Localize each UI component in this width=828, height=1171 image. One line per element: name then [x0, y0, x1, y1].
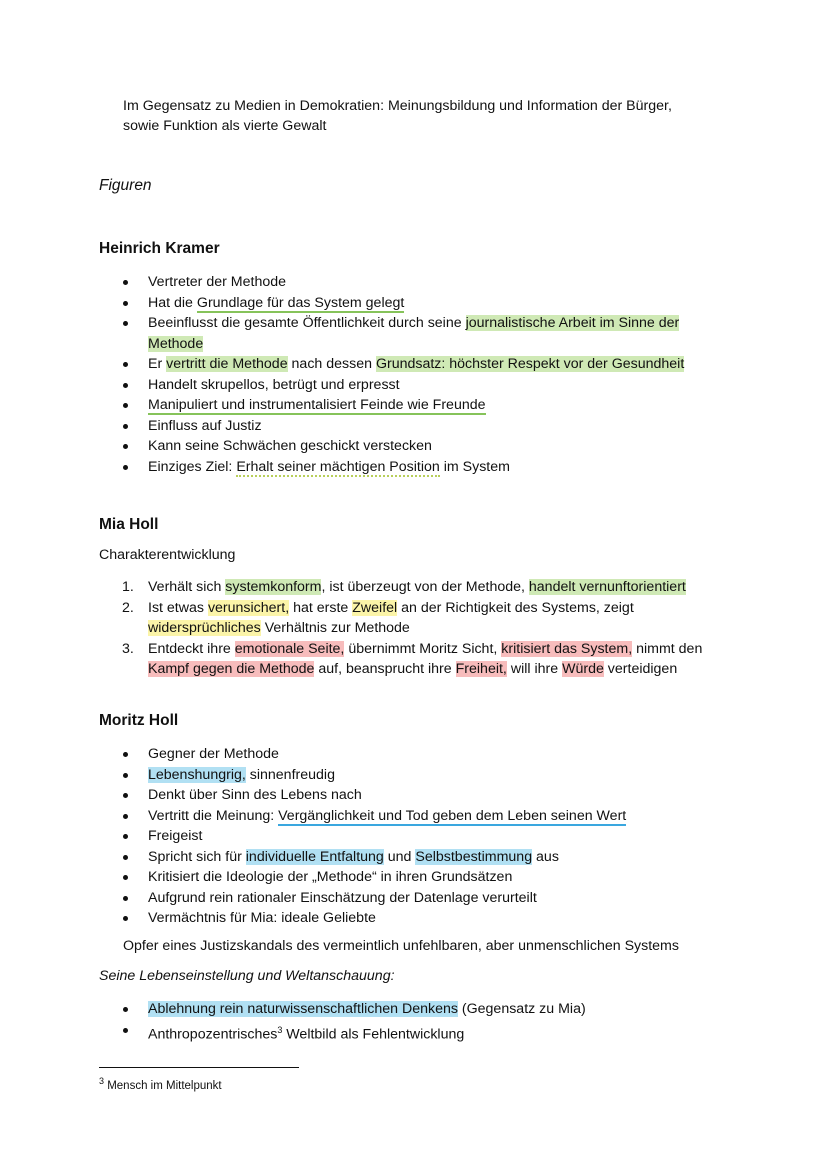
highlighted-text: verunsichert, — [207, 599, 290, 616]
bullet-icon — [123, 855, 128, 860]
list-item — [0, 744, 738, 765]
list-item — [0, 999, 738, 1020]
text: Vertreter der Methode — [148, 274, 287, 290]
mia-subheading: Charakterentwicklung — [99, 547, 236, 563]
text: Denkt über Sinn des Lebens nach — [148, 787, 362, 803]
attitude-heading: Seine Lebenseinstellung und Weltanschauung: — [99, 968, 395, 984]
list-number: 3. — [122, 640, 134, 657]
text: sinnenfreudig — [245, 766, 335, 783]
highlighted-text: Lebenshungrig, — [148, 766, 246, 783]
text: Hat die — [148, 294, 197, 311]
bullet-icon — [123, 424, 128, 429]
highlighted-text: handelt vernunftorientiert — [528, 579, 686, 595]
bullet-icon — [123, 896, 128, 901]
text: aus — [532, 848, 559, 865]
text: Weltbild als Fehlentwicklung — [282, 1026, 465, 1043]
underlined-text: Erhalt seiner mächtigen Position — [236, 458, 440, 475]
highlighted-text: individuelle Entfaltung — [245, 848, 384, 865]
list-item — [0, 395, 738, 416]
text: (Gegensatz zu Mia) — [457, 1001, 586, 1017]
text: Kritisiert die Ideologie der „Methode“ in ihren Grundsätzen — [148, 869, 513, 885]
text: Einziges Ziel: — [148, 458, 237, 475]
list-item — [0, 577, 738, 598]
underlined-text: Vergänglichkeit und Tod geben dem Leben seinen Wert — [278, 807, 627, 824]
text: Beeinflusst die gesamte Öffentlichkeit durch seine — [148, 315, 466, 331]
bullet-icon — [123, 1007, 128, 1012]
text: hat erste — [289, 599, 353, 616]
text: nach dessen — [287, 356, 376, 372]
list-item — [0, 847, 738, 868]
text: Gegner der Methode — [148, 746, 279, 762]
kramer-list — [0, 272, 738, 477]
highlighted-text: vertritt die Methode — [166, 356, 288, 372]
footnote-ref: 3 — [277, 1024, 283, 1035]
text: Anthropozentrisches — [148, 1026, 278, 1043]
bullet-icon — [123, 301, 128, 306]
moritz-list — [0, 744, 738, 929]
figuren-heading: Figuren — [99, 177, 152, 194]
list-item — [0, 826, 738, 847]
text: Verhältnis zur Methode — [260, 620, 410, 636]
highlighted-text: widersprüchliches — [148, 620, 261, 636]
footnote-text: Mensch im Mittelpunkt — [104, 1079, 222, 1092]
kramer-heading: Heinrich Kramer — [99, 240, 220, 257]
highlighted-text: Grundsatz: höchster Respekt vor der Gesundheit — [375, 356, 685, 372]
intro-line: sowie Funktion als vierte Gewalt — [123, 117, 327, 134]
highlighted-text: systemkonform — [225, 579, 322, 595]
highlighted-text: Zweifel — [352, 599, 398, 616]
list-item — [0, 375, 738, 396]
bullet-icon — [123, 321, 128, 326]
text: Entdeckt ihre — [148, 640, 235, 657]
moritz-heading: Moritz Holl — [99, 712, 179, 729]
list-item — [0, 272, 738, 293]
bullet-icon — [123, 793, 128, 798]
highlighted-text: Kampf gegen die Methode — [148, 661, 315, 677]
text: Aufgrund rein rationaler Einschätzung der Datenlage verurteilt — [148, 889, 537, 906]
list-item — [0, 1020, 738, 1045]
footnote-mark: 3 — [99, 1076, 105, 1086]
bullet-icon — [123, 875, 128, 880]
bullet-icon — [123, 465, 128, 470]
text: Ist etwas — [148, 599, 208, 616]
text: Freigeist — [148, 828, 203, 844]
text: will ihre — [506, 661, 563, 677]
text: Spricht sich für — [148, 848, 246, 865]
bullet-icon — [123, 383, 128, 388]
text: im System — [439, 458, 510, 475]
list-item — [0, 785, 738, 806]
bullet-icon — [123, 1028, 128, 1033]
list-item — [0, 598, 738, 639]
list-item — [0, 867, 738, 888]
list-item — [0, 293, 738, 314]
list-item — [0, 457, 738, 478]
list-item — [0, 765, 738, 786]
bullet-icon — [123, 280, 128, 285]
bullet-icon — [123, 916, 128, 921]
highlighted-text: Würde — [562, 661, 604, 677]
list-item — [0, 639, 738, 680]
underlined-text: Grundlage für das System gelegt — [196, 294, 405, 311]
highlighted-text: kritisiert das System, — [501, 640, 633, 657]
attitude-list — [0, 999, 738, 1045]
list-item — [0, 908, 738, 929]
bullet-icon — [123, 403, 128, 408]
text: Verhält sich — [148, 579, 226, 595]
list-number: 1. — [122, 579, 134, 595]
bullet-icon — [123, 814, 128, 819]
bullet-icon — [123, 362, 128, 367]
text: an der Richtigkeit des Systems, zeigt — [397, 599, 634, 616]
victim-note: Opfer eines Justizskandals des vermeintlich unfehlbaren, aber unmenschlichen Systems — [123, 938, 679, 954]
highlighted-text: Selbstbestimmung — [415, 848, 533, 865]
list-item — [0, 806, 738, 827]
mia-heading: Mia Holl — [99, 516, 159, 533]
text: Vermächtnis für Mia: ideale Geliebte — [148, 910, 376, 926]
text: nimmt den — [632, 640, 703, 657]
text: Vertritt die Meinung: — [148, 807, 279, 824]
highlighted-text: Freiheit, — [455, 661, 507, 677]
intro-paragraph — [123, 97, 672, 136]
bullet-icon — [123, 773, 128, 778]
text: Kann seine Schwächen geschickt verstecken — [148, 438, 432, 454]
list-item — [0, 436, 738, 457]
highlighted-text: Ablehnung rein naturwissenschaftlichen Denkens — [148, 1001, 458, 1017]
text: Er — [148, 356, 167, 372]
text: verteidigen — [603, 661, 678, 677]
list-item — [0, 888, 738, 909]
list-number: 2. — [122, 599, 134, 616]
list-item — [0, 416, 738, 437]
underlined-text: Manipuliert und instrumentalisiert Feinde wie Freunde — [148, 397, 486, 413]
footnote — [99, 1076, 222, 1092]
list-item — [0, 354, 738, 375]
mia-list — [0, 577, 738, 680]
text: , ist überzeugt von der Methode, — [321, 579, 529, 595]
highlighted-text: journalistische Arbeit im Sinne der Methode — [148, 315, 680, 352]
text: Einfluss auf Justiz — [148, 417, 262, 434]
text: und — [383, 848, 416, 865]
footnote-divider — [99, 1067, 299, 1068]
bullet-icon — [123, 834, 128, 839]
bullet-icon — [123, 752, 128, 757]
list-item — [0, 313, 738, 354]
bullet-icon — [123, 444, 128, 449]
intro-line: Im Gegensatz zu Medien in Demokratien: Meinungsbildung und Information der Bürger, — [123, 98, 672, 114]
text: übernimmt Moritz Sicht, — [344, 640, 502, 657]
text: auf, beansprucht ihre — [314, 661, 456, 677]
text: Handelt skrupellos, betrügt und erpresst — [148, 376, 400, 393]
highlighted-text: emotionale Seite, — [234, 640, 345, 657]
